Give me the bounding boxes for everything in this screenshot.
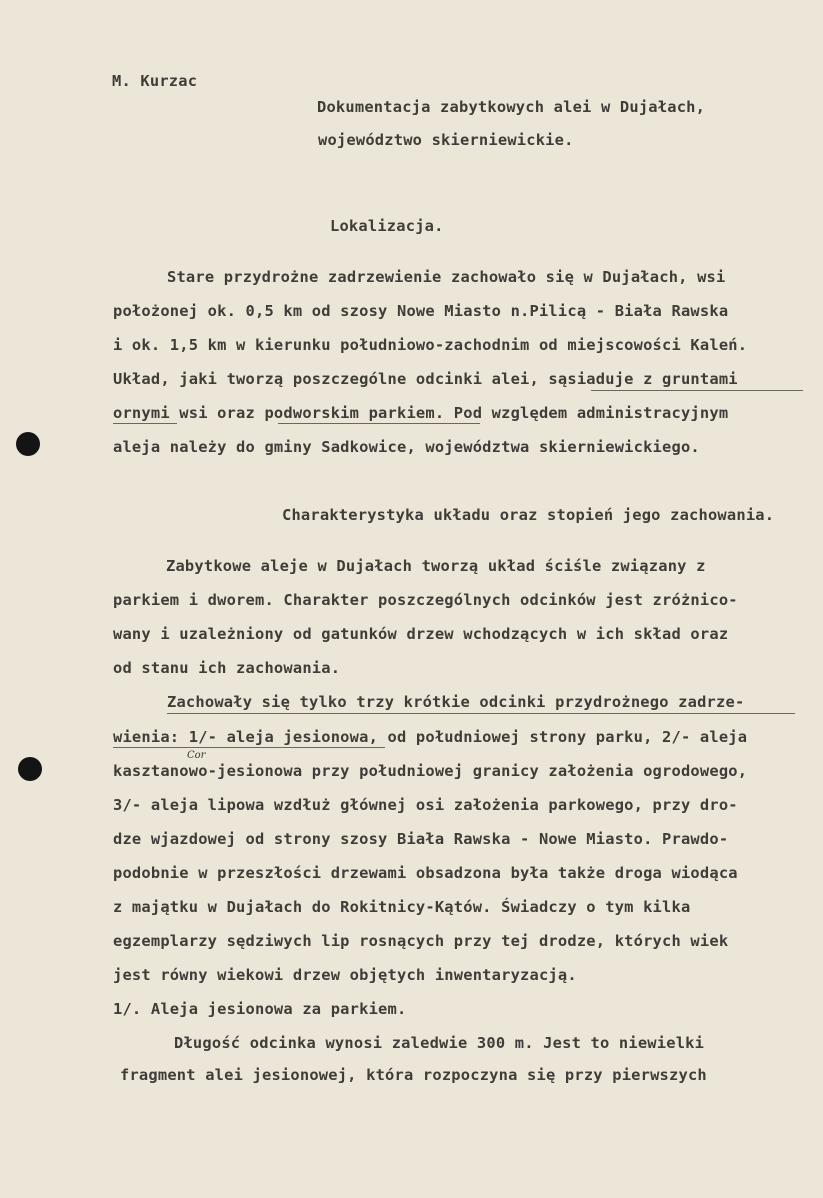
handwritten-correction: Cor (187, 750, 206, 761)
characteristics-line: dze wjazdowej od strony szosy Biała Rawska - Nowe Miasto. Prawdo- (113, 830, 729, 848)
characteristics-line: podobnie w przeszłości drzewami obsadzona była także droga wiodąca (113, 864, 738, 882)
characteristics-line: z majątku w Dujałach do Rokitnicy-Kątów. Świadczy o tym kilka (113, 898, 691, 916)
localization-line: Stare przydrożne zadrzewienie zachowało się w Dujałach, wsi (167, 268, 726, 286)
characteristics-line: wienia: 1/- aleja jesionowa, od południowej strony parku, 2/- aleja (113, 728, 748, 746)
underline-trzy-odcinki (167, 713, 795, 714)
characteristics-line: jest równy wiekowi drzew objętych inwentaryzacją. (113, 966, 577, 984)
characteristics-line: egzemplarzy sędziwych lip rosnących przy tej drodze, których wiek (113, 932, 729, 950)
localization-heading: Lokalizacja. (330, 217, 444, 235)
localization-line: i ok. 1,5 km w kierunku południowo-zachodnim od miejscowości Kaleń. (113, 336, 748, 354)
underline-aleja-jesionowa (113, 747, 385, 748)
characteristics-line: parkiem i dworem. Charakter poszczególnych odcinków jest zróżnico- (113, 591, 738, 609)
localization-line: ornymi wsi oraz podworskim parkiem. Pod względem administracyjnym (113, 404, 729, 422)
characteristics-line: 3/- aleja lipowa wzdłuż głównej osi założenia parkowego, przy dro- (113, 796, 738, 814)
characteristics-heading: Charakterystyka układu oraz stopień jego zachowania. (282, 506, 775, 524)
characteristics-line: wany i uzależniony od gatunków drzew wchodzących w ich skład oraz (113, 625, 729, 643)
subsection-line: fragment alei jesionowej, która rozpoczyna się przy pierwszych (120, 1066, 707, 1084)
author-name: M. Kurzac (112, 72, 198, 90)
localization-line: aleja należy do gminy Sadkowice, województwa skierniewickiego. (113, 438, 700, 456)
characteristics-line: Zachowały się tylko trzy krótkie odcinki przydrożnego zadrze- (167, 693, 745, 711)
document-title-line-2: województwo skierniewickie. (318, 131, 574, 149)
characteristics-line: kasztanowo-jesionowa przy południowej granicy założenia ogrodowego, (113, 762, 748, 780)
punch-hole-top (16, 432, 40, 456)
characteristics-line: od stanu ich zachowania. (113, 659, 341, 677)
subsection-line: Długość odcinka wynosi zaledwie 300 m. Jest to niewielki (174, 1034, 705, 1052)
localization-line: Układ, jaki tworzą poszczególne odcinki alei, sąsiaduje z gruntami (113, 370, 738, 388)
underline-orne (113, 423, 177, 424)
subsection-heading: 1/. Aleja jesionowa za parkiem. (113, 1000, 407, 1018)
characteristics-line: Zabytkowe aleje w Dujałach tworzą układ ściśle związany z (166, 557, 706, 575)
document-title-line-1: Dokumentacja zabytkowych alei w Dujałach, (317, 98, 706, 116)
underline-grunty (591, 390, 803, 391)
localization-line: położonej ok. 0,5 km od szosy Nowe Miasto n.Pilicą - Biała Rawska (113, 302, 729, 320)
punch-hole-bottom (18, 757, 42, 781)
underline-podworski-park (278, 423, 480, 424)
